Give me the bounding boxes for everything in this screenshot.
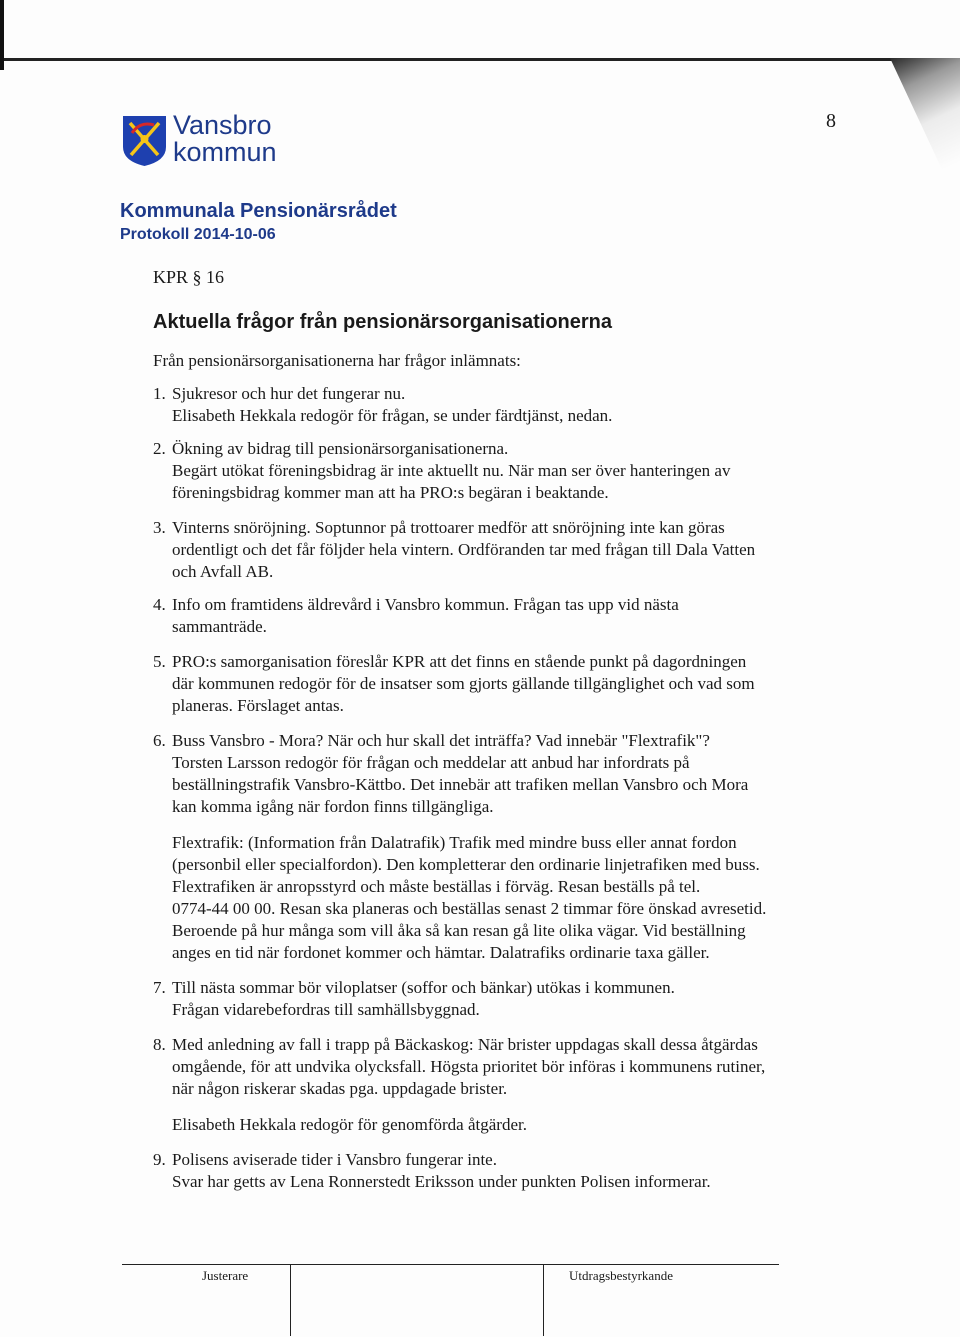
item-number: 4.	[153, 595, 166, 614]
item-note-line: Beroende på hur många som vill åka så kan resan gå lite olika vägar. Vid beställning	[172, 921, 746, 940]
coat-of-arms-logo	[122, 115, 167, 167]
list-item	[153, 977, 853, 1021]
folded-corner	[890, 58, 960, 208]
item-note-line: Elisabeth Hekkala redogör för genomförda åtgärder.	[172, 1115, 527, 1134]
item-text-line: Till nästa sommar bör viloplatser (soffor och bänkar) utökas i kommunen.	[172, 978, 675, 997]
org-title: Kommunala Pensionärsrådet	[120, 200, 397, 222]
item-number: 3.	[153, 518, 166, 537]
item-text-line: Med anledning av fall i trapp på Bäckaskog: När brister uppdagas skall dessa åtgärdas	[172, 1035, 758, 1054]
item-text-line: där kommunen redogör för de insatser som gjorts gällande tillgänglighet och vad som	[172, 674, 755, 693]
protocol-date: Protokoll 2014-10-06	[120, 226, 276, 243]
item-note-line: 0774-44 00 00. Resan ska planeras och beställas senast 2 timmar före önskad avresetid.	[172, 899, 767, 918]
list-item	[153, 651, 853, 717]
logo-line-2: kommun	[173, 137, 277, 167]
list-item	[153, 1149, 853, 1193]
item-number: 5.	[153, 652, 166, 671]
item-number: 2.	[153, 439, 166, 458]
intro-text: Från pensionärsorganisationerna har frågor inlämnats:	[153, 351, 521, 370]
item-body	[172, 1034, 853, 1136]
logo-line-1: Vansbro	[173, 110, 272, 140]
list-item	[153, 730, 853, 964]
item-number: 1.	[153, 384, 166, 403]
scan-border-top	[0, 58, 960, 61]
item-body	[172, 1149, 853, 1193]
item-text-line: planeras. Förslaget antas.	[172, 696, 344, 715]
list-item	[153, 1034, 853, 1136]
section-title: Aktuella frågor från pensionärsorganisationerna	[153, 311, 612, 333]
item-text-line: Buss Vansbro - Mora? När och hur skall det inträffa? Vad innebär "Flextrafik"?	[172, 731, 710, 750]
item-text-line: Frågan vidarebefordras till samhällsbyggnad.	[172, 1000, 480, 1019]
justerare-label: Justerare	[202, 1268, 249, 1283]
item-text-line: beställningstrafik Vansbro-Kättbo. Det innebär att trafiken mellan Vansbro och Mora	[172, 775, 749, 794]
scan-border-left	[0, 0, 4, 70]
item-text-line: Svar har getts av Lena Ronnerstedt Eriksson under punkten Polisen informerar.	[172, 1172, 711, 1191]
item-text-line: ordentligt och det får följder hela vintern. Ordföranden tar med frågan till Dala Vatten	[172, 540, 756, 559]
item-text-line: Elisabeth Hekkala redogör för frågan, se under färdtjänst, nedan.	[172, 406, 613, 425]
item-number: 9.	[153, 1150, 166, 1169]
list-item	[153, 517, 853, 583]
item-note-line: (personbil eller specialfordon). Den kompletterar den ordinarie linjetrafiken med buss.	[172, 855, 760, 874]
item-text-line: Info om framtidens äldrevård i Vansbro kommun. Frågan tas upp vid nästa	[172, 595, 679, 614]
item-body	[172, 651, 853, 717]
item-text-line: Ökning av bidrag till pensionärsorganisationerna.	[172, 439, 509, 458]
item-text-line: omgående, för att undvika olycksfall. Högsta prioritet bör införas i kommunens rutiner,	[172, 1057, 766, 1076]
signature-divider	[543, 1264, 544, 1336]
item-text-line: kan komma igång när fordon finns tillgängliga.	[172, 797, 494, 816]
item-note-line: Flextrafik: (Information från Dalatrafik) Trafik med mindre buss eller annat fordon	[172, 833, 737, 852]
signature-divider	[290, 1264, 291, 1336]
list-item	[153, 383, 853, 427]
item-body	[172, 730, 853, 964]
item-text-line: Vinterns snöröjning. Soptunnor på trottoarer medför att snöröjning inte kan göras	[172, 518, 725, 537]
item-body	[172, 383, 853, 427]
item-text-line: när någon riskerar skadas pga. uppdagade brister.	[172, 1079, 508, 1098]
page-number: 8	[826, 110, 836, 132]
list-item	[153, 594, 853, 638]
item-text-line: Sjukresor och hur det fungerar nu.	[172, 384, 406, 403]
item-body	[172, 594, 853, 638]
item-note-line: anges en tid när fordonet kommer och hämtar. Dalatrafiks ordinarie taxa gäller.	[172, 943, 710, 962]
item-body	[172, 438, 853, 504]
item-text-line: Polisens aviserade tider i Vansbro fungerar inte.	[172, 1150, 497, 1169]
item-note	[172, 832, 853, 964]
question-list	[153, 370, 853, 1193]
item-text-line: och Avfall AB.	[172, 562, 274, 581]
utdragsbestyrkande-label: Utdragsbestyrkande	[569, 1268, 673, 1283]
item-body	[172, 517, 853, 583]
item-text-line: Begärt utökat föreningsbidrag är inte aktuellt nu. När man ser över hanteringen av	[172, 461, 731, 480]
item-text-line: PRO:s samorganisation föreslår KPR att det finns en stående punkt på dagordningen	[172, 652, 747, 671]
signature-rule	[122, 1264, 779, 1265]
item-number: 7.	[153, 978, 166, 997]
list-item	[153, 438, 853, 504]
item-text-line: sammanträde.	[172, 617, 267, 636]
item-text-line: Torsten Larsson redogör för frågan och meddelar att anbud har infordrats på	[172, 753, 690, 772]
item-number: 6.	[153, 731, 166, 750]
logo-wordmark	[173, 112, 277, 166]
item-body	[172, 977, 853, 1021]
item-note	[172, 1114, 853, 1136]
item-number: 8.	[153, 1035, 166, 1054]
paragraph-number: KPR § 16	[153, 267, 225, 287]
item-text-line: föreningsbidrag kommer man att ha PRO:s begäran i beaktande.	[172, 483, 609, 502]
item-note-line: Flextrafiken är anropsstyrd och måste beställas i förväg. Resan beställs på tel.	[172, 877, 701, 896]
